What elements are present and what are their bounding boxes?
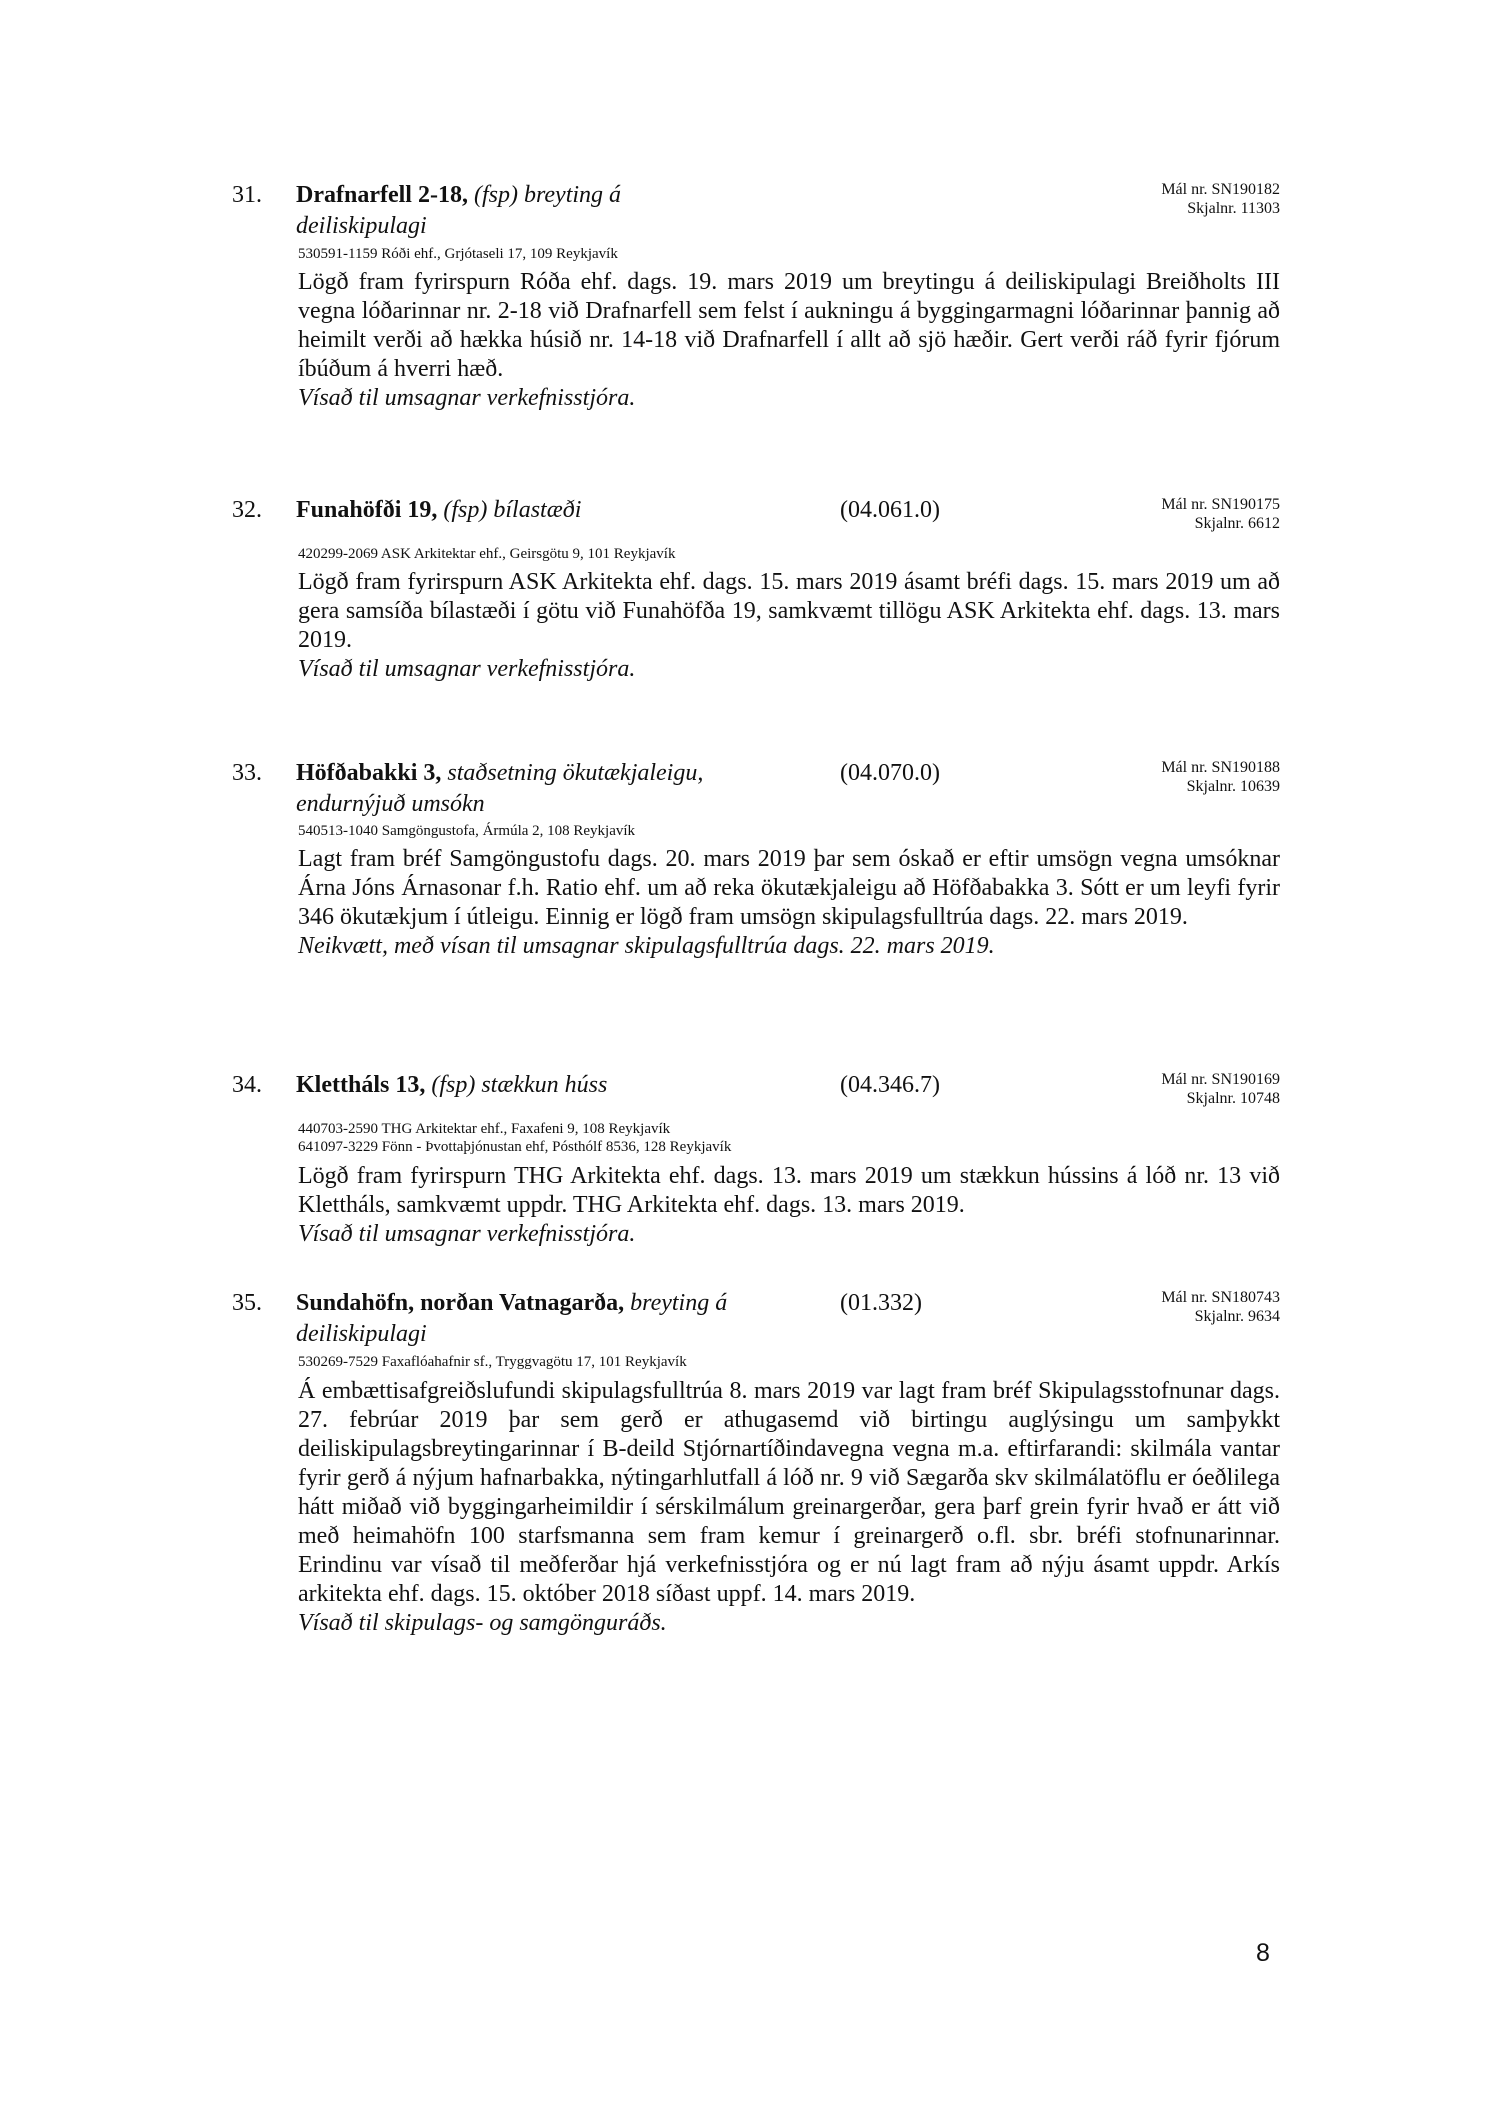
applicant-line: 641097-3229 Fönn - Þvottaþjónustan ehf, Pósthólf 8536, 128 Reykjavík [298,1139,732,1155]
file-number: Skjalnr. 6612 [1194,515,1280,532]
item-number: 35. [232,1290,262,1316]
reference-numbers [1161,758,1280,796]
applicant-list [298,822,635,840]
item-heading [296,1070,836,1101]
item-body [298,268,1280,413]
applicant-list [298,545,675,563]
item-subject: (fsp) stækkun húss [431,1072,608,1098]
reference-numbers [1161,495,1280,533]
page-number: 8 [1256,1939,1270,1967]
file-number: Skjalnr. 11303 [1187,200,1280,217]
item-subject: staðsetning ökutækjaleigu, endurnýjuð umsókn [296,760,704,817]
reference-numbers [1161,180,1280,218]
applicant-list [298,245,618,263]
item-body [298,568,1280,684]
item-title: Höfðabakki 3, [296,760,442,786]
item-heading [296,1288,836,1350]
item-verdict: Vísað til umsagnar verkefnisstjóra. [298,385,636,411]
applicant-list [298,1353,687,1371]
item-number: 34. [232,1072,262,1098]
item-number: 33. [232,760,262,786]
item-body [298,1377,1280,1638]
item-verdict: Neikvætt, með vísan til umsagnar skipulagsfulltrúa dags. 22. mars 2019. [298,933,995,959]
item-subject: (fsp) bílastæði [443,497,582,523]
file-number: Skjalnr. 10639 [1186,778,1280,795]
applicant-line: 540513-1040 Samgöngustofa, Ármúla 2, 108 Reykjavík [298,823,636,839]
item-heading [296,758,796,820]
parcel-number: (04.070.0) [840,760,940,786]
item-title: Drafnarfell 2-18, [296,182,468,208]
item-text: Lagt fram bréf Samgöngustofu dags. 20. mars 2019 þar sem óskað er eftir umsögn vegna umsóknar Árna Jóns Árnasonar f.h. Ratio ehf. um að reka ökutækjaleigu að Höfðabakka 3. Sótt er um leyfi fyrir 346 ökutækjum í útleigu. Einnig er lögð fram umsögn skipulagsfulltrúa dags. 22. mars 2019. [298,846,1280,930]
item-title: Klettháls 13, [296,1072,426,1098]
applicant-line: 530269-7529 Faxaflóahafnir sf., Tryggvagötu 17, 101 Reykjavík [298,1354,687,1370]
applicant-list [298,1120,731,1156]
item-verdict: Vísað til umsagnar verkefnisstjóra. [298,1221,636,1247]
item-title: Funahöfði 19, [296,497,438,523]
item-verdict: Vísað til umsagnar verkefnisstjóra. [298,656,636,682]
case-number: Mál nr. SN190182 [1161,181,1280,198]
applicant-line: 440703-2590 THG Arkitektar ehf., Faxafeni 9, 108 Reykjavík [298,1121,671,1137]
item-body [298,845,1280,961]
item-subject: breyting á deiliskipulagi [296,1290,728,1347]
case-number: Mál nr. SN180743 [1161,1289,1280,1306]
case-number: Mál nr. SN190188 [1161,759,1280,776]
reference-numbers [1161,1288,1280,1326]
item-verdict: Vísað til skipulags- og samgönguráðs. [298,1610,667,1636]
item-text: Á embættisafgreiðslufundi skipulagsfulltrúa 8. mars 2019 var lagt fram bréf Skipulagsstofnunar dags. 27. febrúar 2019 þar sem gerð er athugasemd við birtingu auglýsingu um samþykkt deiliskipulagsbreytingarinnar í B-deild Stjórnartíðindavegna vegna m.a. eftirfarandi: skilmála vantar fyrir gerð á nýjum hafnarbakka, nýtingarhlutfall á lóð nr. 9 við Sægarða skv skilmálatöflu er óeðlilega hátt miðað við byggingarheimildir í sérskilmálum greinargerðar, gera þarf grein fyrir hvað er átt við með heimahöfn 100 starfsmanna sem fram kemur í greinargerð o.fl. sbr. bréfi stofnunarinnar. Erindinu var vísað til meðferðar hjá verkefnisstjóra og er nú lagt fram að nýju ásamt uppdr. Arkís arkitekta ehf. dags. 15. október 2018 síðast uppf. 14. mars 2019. [298,1378,1280,1607]
item-text: Lögð fram fyrirspurn THG Arkitekta ehf. dags. 13. mars 2019 um stækkun hússins á lóð nr. 13 við Klettháls, samkvæmt uppdr. THG Arkitekta ehf. dags. 13. mars 2019. [298,1163,1280,1218]
applicant-line: 530591-1159 Róði ehf., Grjótaseli 17, 109 Reykjavík [298,246,618,262]
item-subject: (fsp) breyting á deiliskipulagi [296,182,622,239]
item-title: Sundahöfn, norðan Vatnagarða, [296,1290,625,1316]
case-number: Mál nr. SN190169 [1161,1071,1280,1088]
reference-numbers [1161,1070,1280,1108]
item-number: 32. [232,497,262,523]
item-number: 31. [232,182,262,208]
item-text: Lögð fram fyrirspurn ASK Arkitekta ehf. dags. 15. mars 2019 ásamt bréfi dags. 15. mars 2019 um að gera samsíða bílastæði í götu við Funahöfða 19, samkvæmt tillögu ASK Arkitekta ehf. dags. 13. mars 2019. [298,569,1280,653]
item-heading [296,495,836,526]
applicant-line: 420299-2069 ASK Arkitektar ehf., Geirsgötu 9, 101 Reykjavík [298,546,676,562]
parcel-number: (04.061.0) [840,497,940,523]
parcel-number: (04.346.7) [840,1072,940,1098]
item-body [298,1162,1280,1249]
file-number: Skjalnr. 10748 [1186,1090,1280,1107]
parcel-number: (01.332) [840,1290,922,1316]
item-heading [296,180,736,242]
item-text: Lögð fram fyrirspurn Róða ehf. dags. 19. mars 2019 um breytingu á deiliskipulagi Breiðholts III vegna lóðarinnar nr. 2-18 við Drafnarfell sem felst í aukningu á byggingarmagni lóðarinnar þannig að heimilt verði að hækka húsið nr. 14-18 við Drafnarfell í allt að sjö hæðir. Gert verði ráð fyrir fjórum íbúðum á hverri hæð. [298,269,1280,382]
file-number: Skjalnr. 9634 [1194,1308,1280,1325]
case-number: Mál nr. SN190175 [1161,496,1280,513]
